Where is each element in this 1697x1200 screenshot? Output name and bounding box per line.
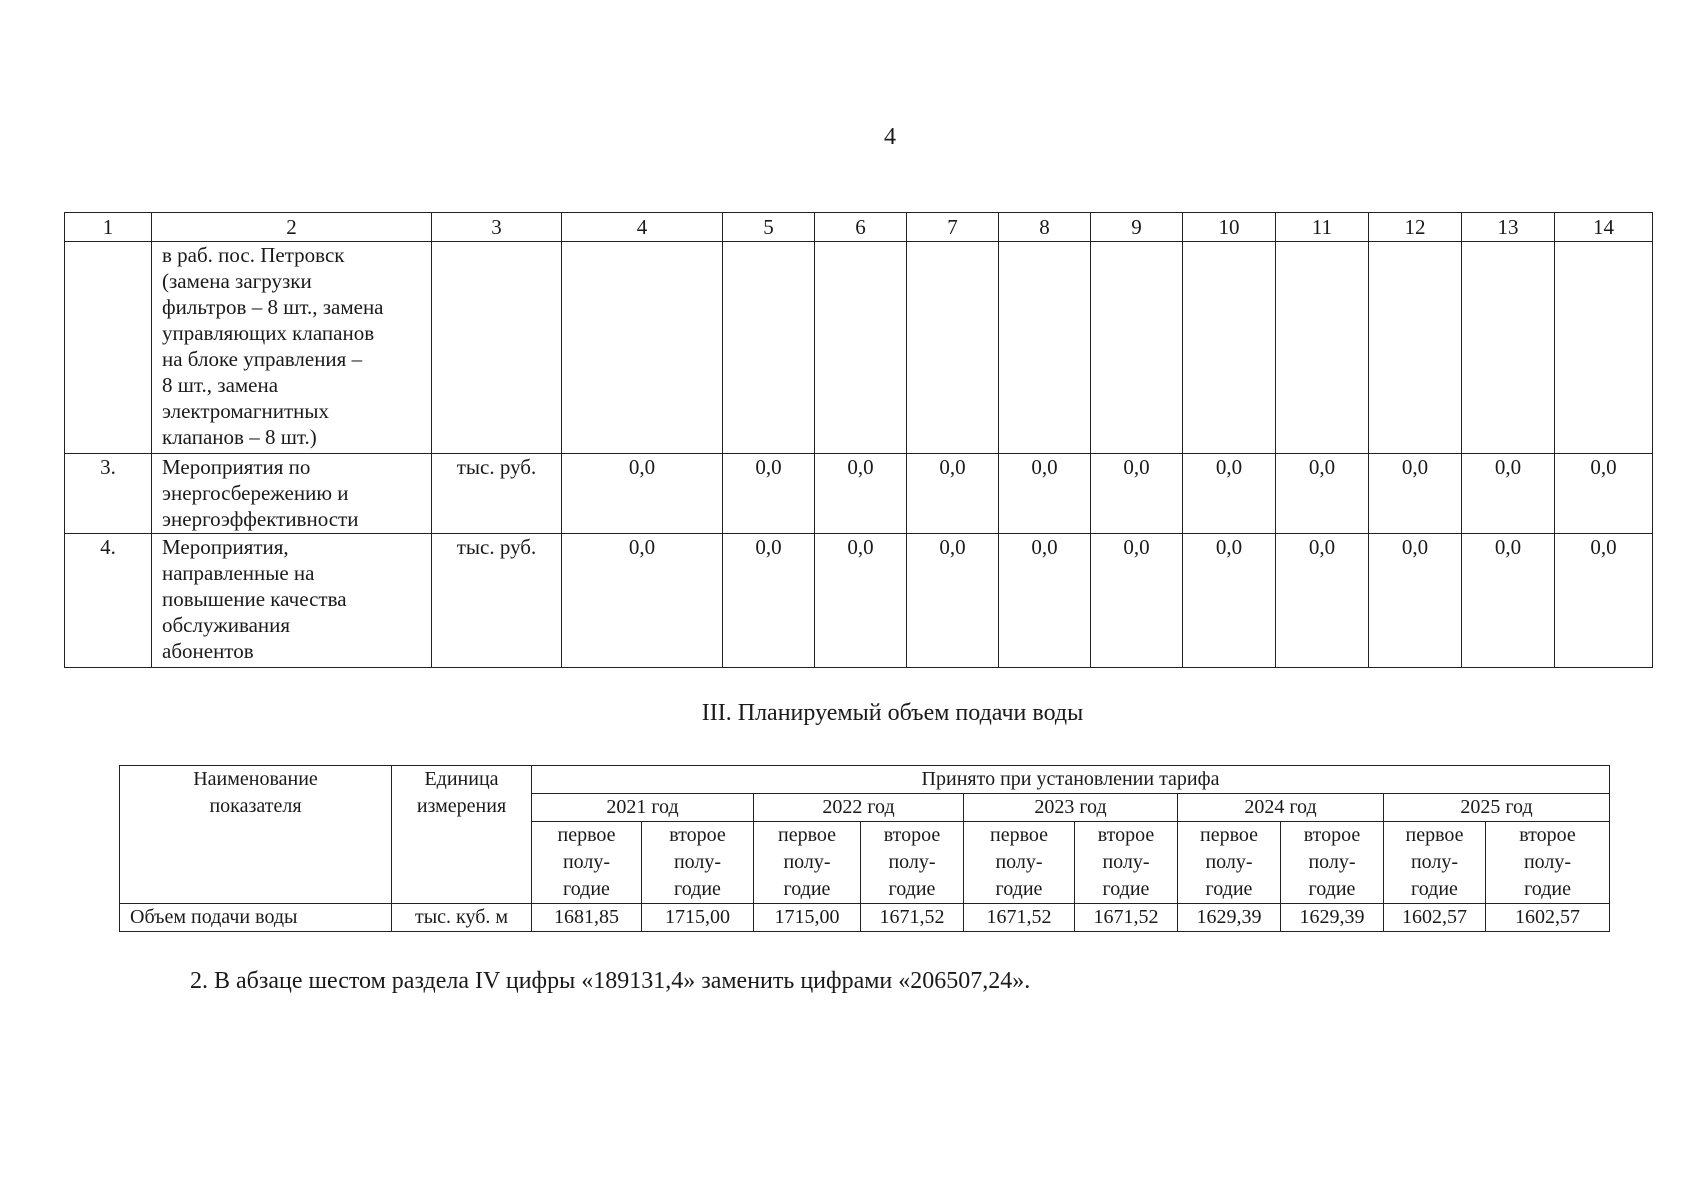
unit-cell: тыс. руб.	[432, 454, 562, 534]
value-cell: 0,0	[999, 534, 1091, 668]
half-year-header	[861, 822, 964, 904]
value-cell: 0,0	[1183, 454, 1276, 534]
amendment-paragraph: 2. В абзаце шестом раздела IV цифры «189131,4» заменить цифрами «206507,24».	[190, 968, 1031, 994]
measure-name	[152, 242, 432, 454]
text-line: направленные на	[162, 561, 315, 585]
value-cell: 0,0	[815, 534, 907, 668]
text-line: первое	[1199, 824, 1258, 846]
column-number-cell: 12	[1369, 213, 1462, 242]
measure-name	[152, 454, 432, 534]
text-line: энергоэффективности	[162, 507, 359, 531]
measure-row	[65, 242, 1653, 454]
volume-value: 1681,85	[532, 904, 642, 932]
value-cell: 0,0	[1091, 534, 1183, 668]
value-cell	[1091, 242, 1183, 454]
column-number-cell: 4	[562, 213, 723, 242]
column-number-row	[65, 213, 1653, 242]
text-line: (замена загрузки	[162, 269, 312, 293]
unit-cell	[432, 242, 562, 454]
text-line: годие	[1102, 878, 1150, 900]
value-cell: 0,0	[907, 454, 999, 534]
measure-row	[65, 454, 1653, 534]
half-year-header	[1178, 822, 1281, 904]
text-line: Наименование	[193, 768, 318, 790]
value-cell: 0,0	[1555, 534, 1653, 668]
text-line: второе	[1097, 824, 1155, 846]
year-header: 2024 год	[1178, 794, 1384, 822]
row-number: 3.	[65, 454, 152, 534]
value-cell	[1555, 242, 1653, 454]
text-line: фильтров – 8 шт., замена	[162, 295, 384, 319]
volume-value: 1671,52	[861, 904, 964, 932]
value-cell: 0,0	[1462, 534, 1555, 668]
half-year-header	[964, 822, 1075, 904]
value-cell	[907, 242, 999, 454]
value-cell: 0,0	[1369, 454, 1462, 534]
text-line: на блоке управления –	[162, 347, 363, 371]
value-cell	[1369, 242, 1462, 454]
column-number-cell: 8	[999, 213, 1091, 242]
text-line: первое	[989, 824, 1048, 846]
volume-value: 1715,00	[642, 904, 754, 932]
volume-value: 1715,00	[754, 904, 861, 932]
indicator-name: Объем подачи воды	[120, 904, 392, 932]
text-line: годие	[1524, 878, 1571, 900]
volume-value: 1629,39	[1281, 904, 1384, 932]
text-line: первое	[557, 824, 616, 846]
text-line: второе	[883, 824, 941, 846]
text-line: 8 шт., замена	[162, 373, 279, 397]
value-cell: 0,0	[1183, 534, 1276, 668]
value-cell: 0,0	[723, 534, 815, 668]
value-cell	[815, 242, 907, 454]
column-number-cell: 2	[152, 213, 432, 242]
text-line: клапанов – 8 шт.)	[162, 425, 317, 449]
text-line: энергосбережению и	[162, 481, 349, 505]
text-line: управляющих клапанов	[162, 321, 375, 345]
unit-cell: тыс. руб.	[432, 534, 562, 668]
volume-data-row	[120, 904, 1610, 932]
text-line: годие	[1308, 878, 1356, 900]
value-cell: 0,0	[562, 454, 723, 534]
text-line: абонентов	[162, 639, 254, 663]
header-row-group	[120, 766, 1610, 794]
column-number-cell: 14	[1555, 213, 1653, 242]
text-line: годие	[563, 878, 610, 900]
text-line: полу-	[1523, 851, 1572, 873]
volume-value: 1671,52	[1075, 904, 1178, 932]
value-cell: 0,0	[1276, 454, 1369, 534]
year-header: 2021 год	[532, 794, 754, 822]
text-line: годие	[783, 878, 831, 900]
column-number-cell: 11	[1276, 213, 1369, 242]
text-line: обслуживания	[162, 613, 291, 637]
value-cell: 0,0	[1462, 454, 1555, 534]
text-line: второе	[1519, 824, 1576, 846]
half-year-header	[754, 822, 861, 904]
year-header: 2022 год	[754, 794, 964, 822]
text-line: полу-	[995, 851, 1043, 873]
text-line: годие	[995, 878, 1043, 900]
text-line: полу-	[673, 851, 722, 873]
indicator-unit: тыс. куб. м	[392, 904, 532, 932]
row-number: 4.	[65, 534, 152, 668]
text-line: полу-	[783, 851, 831, 873]
text-line: годие	[1205, 878, 1253, 900]
value-cell: 0,0	[999, 454, 1091, 534]
section-title: III. Планируемый объем подачи воды	[701, 700, 1084, 726]
text-line: полу-	[888, 851, 936, 873]
text-line: годие	[1411, 878, 1458, 900]
text-line: показателя	[209, 795, 302, 817]
value-cell: 0,0	[1276, 534, 1369, 668]
column-number-cell: 7	[907, 213, 999, 242]
column-number-cell: 3	[432, 213, 562, 242]
value-cell	[999, 242, 1091, 454]
column-number-cell: 9	[1091, 213, 1183, 242]
value-cell: 0,0	[907, 534, 999, 668]
text-line: Мероприятия,	[162, 535, 289, 559]
value-cell	[562, 242, 723, 454]
text-line: Мероприятия по	[162, 455, 311, 479]
value-cell	[723, 242, 815, 454]
text-line: измерения	[416, 795, 507, 817]
value-cell	[1183, 242, 1276, 454]
text-line: первое	[1405, 824, 1464, 846]
value-cell: 0,0	[1555, 454, 1653, 534]
column-number-cell: 6	[815, 213, 907, 242]
volume-value: 1629,39	[1178, 904, 1281, 932]
column-number-cell: 10	[1183, 213, 1276, 242]
text-line: Единица	[424, 768, 499, 790]
text-line: в раб. пос. Петровск	[162, 243, 345, 267]
half-year-header	[1075, 822, 1178, 904]
tariff-group-header: Принято при установлении тарифа	[532, 766, 1610, 794]
value-cell	[1462, 242, 1555, 454]
value-cell: 0,0	[562, 534, 723, 668]
text-line: полу-	[1205, 851, 1253, 873]
text-line: годие	[674, 878, 721, 900]
text-line: полу-	[1102, 851, 1150, 873]
value-cell: 0,0	[1091, 454, 1183, 534]
page-number: 4	[884, 124, 896, 150]
text-line: первое	[777, 824, 836, 846]
value-cell: 0,0	[1369, 534, 1462, 668]
measure-row	[65, 534, 1653, 668]
text-line: второе	[669, 824, 726, 846]
year-header: 2025 год	[1384, 794, 1610, 822]
value-cell: 0,0	[723, 454, 815, 534]
half-year-header	[642, 822, 754, 904]
text-line: второе	[1303, 824, 1361, 846]
year-header: 2023 год	[964, 794, 1178, 822]
water-volume-table	[119, 765, 1610, 932]
volume-value: 1602,57	[1384, 904, 1486, 932]
unit-header	[392, 766, 532, 904]
volume-value: 1602,57	[1486, 904, 1610, 932]
measure-name	[152, 534, 432, 668]
text-line: полу-	[1410, 851, 1459, 873]
text-line: полу-	[1308, 851, 1356, 873]
value-cell: 0,0	[815, 454, 907, 534]
volume-value: 1671,52	[964, 904, 1075, 932]
value-cell	[1276, 242, 1369, 454]
row-number	[65, 242, 152, 454]
half-year-header	[532, 822, 642, 904]
half-year-header	[1281, 822, 1384, 904]
column-number-cell: 13	[1462, 213, 1555, 242]
text-line: годие	[888, 878, 936, 900]
text-line: электромагнитных	[162, 399, 329, 423]
indicator-name-header	[120, 766, 392, 904]
half-year-header	[1486, 822, 1610, 904]
half-year-header	[1384, 822, 1486, 904]
measures-table	[64, 212, 1653, 668]
text-line: полу-	[562, 851, 611, 873]
text-line: повышение качества	[162, 587, 347, 611]
column-number-cell: 5	[723, 213, 815, 242]
column-number-cell: 1	[65, 213, 152, 242]
